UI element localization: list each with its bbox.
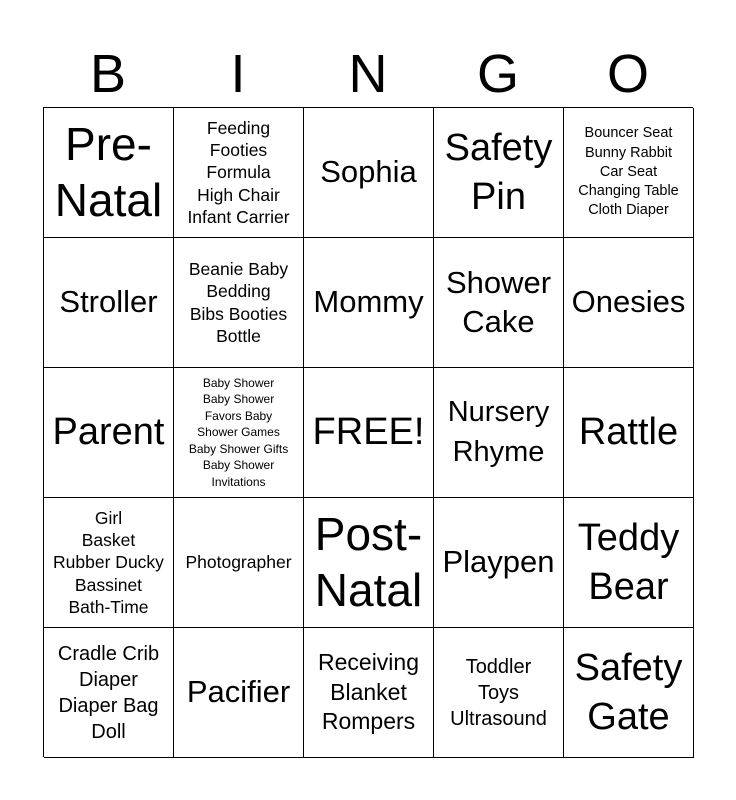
cell-text: Mommy — [313, 284, 424, 320]
bingo-header — [43, 40, 693, 108]
bingo-cell[interactable] — [174, 498, 304, 628]
cell-text: Stroller — [59, 284, 158, 320]
bingo-cell[interactable] — [434, 368, 564, 498]
cell-text: Baby Shower Baby Shower Favors Baby Shower Games Baby Shower Gifts Baby Shower Invitations — [188, 375, 289, 489]
bingo-cell[interactable] — [174, 628, 304, 758]
cell-text: Photographer — [185, 552, 292, 573]
header-letter-b: B — [89, 44, 127, 104]
cell-text: Nursery Rhyme — [447, 396, 550, 468]
bingo-cell[interactable] — [304, 108, 434, 238]
cell-text: Feeding Footies Formula High Chair Infant Carrier — [187, 117, 290, 228]
cell-text: Pacifier — [186, 674, 291, 710]
bingo-board — [43, 107, 693, 757]
bingo-cell[interactable] — [564, 368, 694, 498]
bingo-cell[interactable] — [304, 498, 434, 628]
bingo-cell[interactable] — [44, 498, 174, 628]
bingo-cell[interactable] — [434, 498, 564, 628]
cell-text: Safety Pin — [444, 126, 553, 218]
bingo-cell[interactable] — [434, 108, 564, 238]
bingo-cell[interactable] — [564, 108, 694, 238]
cell-text: Sophia — [320, 154, 417, 190]
bingo-cell[interactable] — [174, 108, 304, 238]
cell-text: Onesies — [571, 284, 686, 320]
header-letter-o: O — [606, 44, 649, 104]
cell-text: Rattle — [578, 411, 679, 454]
bingo-cell[interactable] — [44, 238, 174, 368]
cell-text: Beanie Baby Bedding Bibs Booties Bottle — [188, 258, 289, 346]
bingo-cell[interactable] — [564, 498, 694, 628]
cell-text: Toddler Toys Ultrasound — [450, 655, 547, 730]
header-letter-n: N — [348, 44, 388, 104]
free-space[interactable] — [304, 368, 434, 498]
cell-text: Parent — [52, 411, 165, 454]
cell-text: FREE! — [312, 411, 425, 454]
bingo-cell[interactable] — [44, 108, 174, 238]
header-letter-g: G — [476, 44, 519, 104]
bingo-cell[interactable] — [564, 628, 694, 758]
cell-text: Shower Cake — [445, 264, 552, 339]
header-letter-i: I — [230, 44, 246, 104]
cell-text: Girl Basket Rubber Ducky Bassinet Bath-Time — [53, 507, 164, 618]
bingo-cell[interactable] — [174, 368, 304, 498]
bingo-cell[interactable] — [44, 628, 174, 758]
cell-text: Safety Gate — [574, 646, 683, 738]
cell-text: Bouncer Seat Bunny Rabbit Car Seat Changing Table Cloth Diaper — [578, 125, 679, 219]
bingo-cell[interactable] — [434, 628, 564, 758]
cell-text: Pre- Natal — [54, 118, 163, 226]
bingo-cell[interactable] — [434, 238, 564, 368]
cell-text: Post- Natal — [314, 508, 423, 616]
bingo-cell[interactable] — [304, 238, 434, 368]
cell-text: Playpen — [442, 544, 555, 580]
cell-text: Teddy Bear — [577, 516, 680, 608]
cell-text: Cradle Crib Diaper Diaper Bag Doll — [57, 642, 160, 743]
bingo-cell[interactable] — [564, 238, 694, 368]
cell-text: Receiving Blanket Rompers — [318, 648, 419, 735]
bingo-cell[interactable] — [44, 368, 174, 498]
bingo-cell[interactable] — [304, 628, 434, 758]
bingo-cell[interactable] — [174, 238, 304, 368]
